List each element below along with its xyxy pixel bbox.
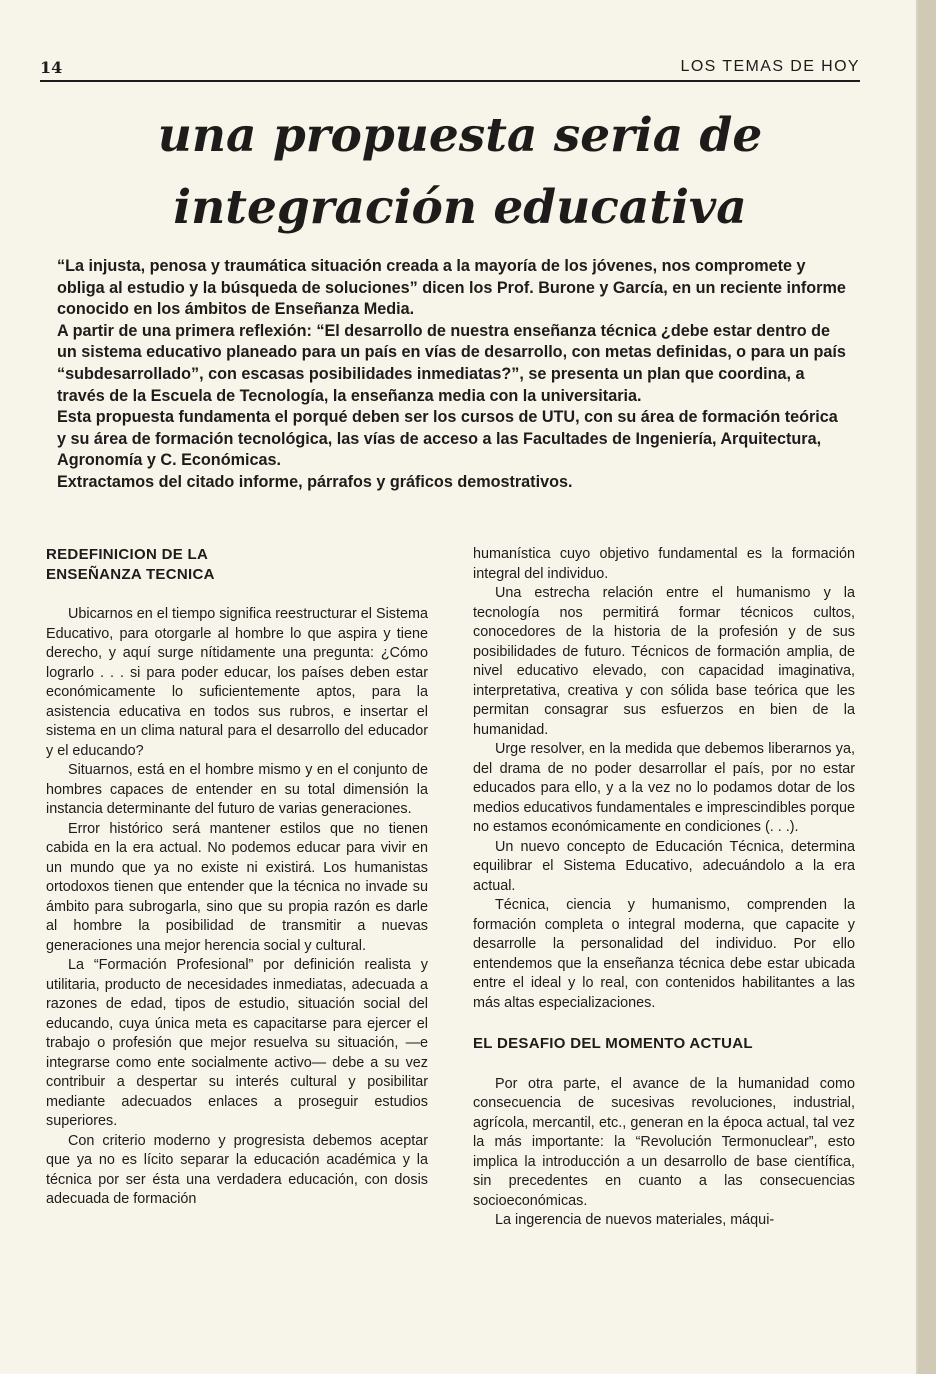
page-edge [918,0,936,1374]
paragraph: Con criterio moderno y progresista debemos aceptar que ya no es lícito separar la educación académica y la técnica por ser ésta una verdadera educación, con dosis adecuada de formación [46,1132,428,1207]
section-title: LOS TEMAS DE HOY [680,58,860,75]
paragraph: Urge resolver, en la medida que debemos liberarnos ya, del drama de no poder desarrollar el país, por no estar educados para ello, y a la vez no lo podamos dotar de los medios educativos fundamentales e imprescindibles porque no estamos económicamente en condiciones (. . .). [473,741,855,835]
paragraph: La ingerencia de nuevos materiales, máqui- [495,1212,775,1228]
left-column [46,545,428,1210]
paragraph: Error histórico será mantener estilos que no tienen cabida en la era actual. No podemos educar para vivir en un mundo que ya no existe ni existirá. Los humanistas ortodoxos tienen que entender que la técnica no invade su ámbito para subrogarla, sino que su propia razón es darle al hombre la posibilidad de transmitir a nuevas generaciones una mejor herencia social y cultural. [46,820,428,954]
right-column [473,545,855,1231]
title-line-1: una propuesta seria de [157,108,763,163]
paragraph: La “Formación Profesional” por definición realista y utilitaria, producto de necesidades inmediatas, adecuada a razones de edad, tipos de estudio, situación social del educando, cuya única meta es capacitarse para ejercer el trabajo o profesión que mejor resuelva su situación, —e integrarse como ente socialmente activo— debe a su vez contribuir a despertar su interés cultural y posibilitar mediante adecuados enlaces a proseguir estudios superiores. [46,957,428,1129]
title-line-2: integración educativa [173,180,747,235]
section-heading-redefinicion: REDEFINICION DE LA ENSEÑANZA TECNICA [46,546,215,583]
spacer [473,1054,855,1075]
spacer [46,584,428,605]
paragraph: Técnica, ciencia y humanismo, comprenden la formación completa o integral moderna, que capacite y desarrolle la personalidad del individuo. Por ello entendemos que la enseñanza técnica debe estar ubicada entre el ideal y lo real, con contenidos habilitantes a las más altas especializaciones. [473,897,855,1011]
paragraph: Una estrecha relación entre el humanismo y la tecnología nos permitirá formar técnicos cultos, conocedores de la historia de la profesión y de sus posibilidades de futuro. Técnicos de formación amplia, de nivel educativo elevado, con capacidad imaginativa, interpretativa, creativa y con sólida base teórica que les permitan consagrar sus esfuerzos en bien de la humanidad. [473,585,855,738]
paragraph: Ubicarnos en el tiempo significa reestructurar el Sistema Educativo, para otorgarle al hombre lo que aspira y tiene derecho, y aquí surge nítidamente una pregunta: ¿Cómo lograrlo . . . si para poder educar, los países deben estar económicamente lo suficientemente aptos, para la asistencia educativa en todos sus rubros, e insertar el sistema en un clima natural para el desarrollo del educador y el educando? [46,606,428,759]
article-title [40,100,880,244]
section-heading-desafio: EL DESAFIO DEL MOMENTO ACTUAL [473,1035,753,1052]
paragraph: Un nuevo concepto de Educación Técnica, determina equilibrar el Sistema Educativo, adecuándolo a la era actual. [473,838,855,894]
paragraph: humanística cuyo objetivo fundamental es la formación integral del individuo. [473,546,855,582]
spacer [473,1013,855,1034]
paragraph: Situarnos, está en el hombre mismo y en el conjunto de hombres capaces de entender en su total dimensión la instancia determinante del futuro de varias generaciones. [46,762,428,817]
article-intro: “La injusta, penosa y traumática situación creada a la mayoría de los jóvenes, nos compromete y obliga al estudio y la búsqueda de soluciones” dicen los Prof. Burone y García, en un reciente informe conocido en los ámbitos de Enseñanza Media. A partir de una primera reflexión: “El desarrollo de nuestra enseñanza técnica ¿debe estar dentro de un sistema educativo planeado para un país en vías de desarrollo, con metas definidas, o para un país “subdesarrollado”, con escasas posibilidades inmediatas?”, se presenta un plan que coordina, a través de la Escuela de Tecnología, la enseñanza media con la universitaria. Esta propuesta fundamenta el porqué deben ser los cursos de UTU, con su área de formación teórica y su área de formación tecnológica, las vías de acceso a las Facultades de Ingeniería, Arquitectura, Agronomía y C. Económicas. Extractamos del citado informe, párrafos y gráficos demostrativos. [57,257,846,491]
paragraph: Por otra parte, el avance de la humanidad como consecuencia de sucesivas revoluciones, industrial, agrícola, mercantil, etc., generan en la época actual, tal vez la más importante: la “Revolución Termonuclear”, esto implica la introducción a un desarrollo de base científica, sin precedentes en cuanto a las consecuencias socioeconómicas. [473,1075,855,1209]
page-number: 14 [40,58,63,77]
page-header [40,58,860,82]
